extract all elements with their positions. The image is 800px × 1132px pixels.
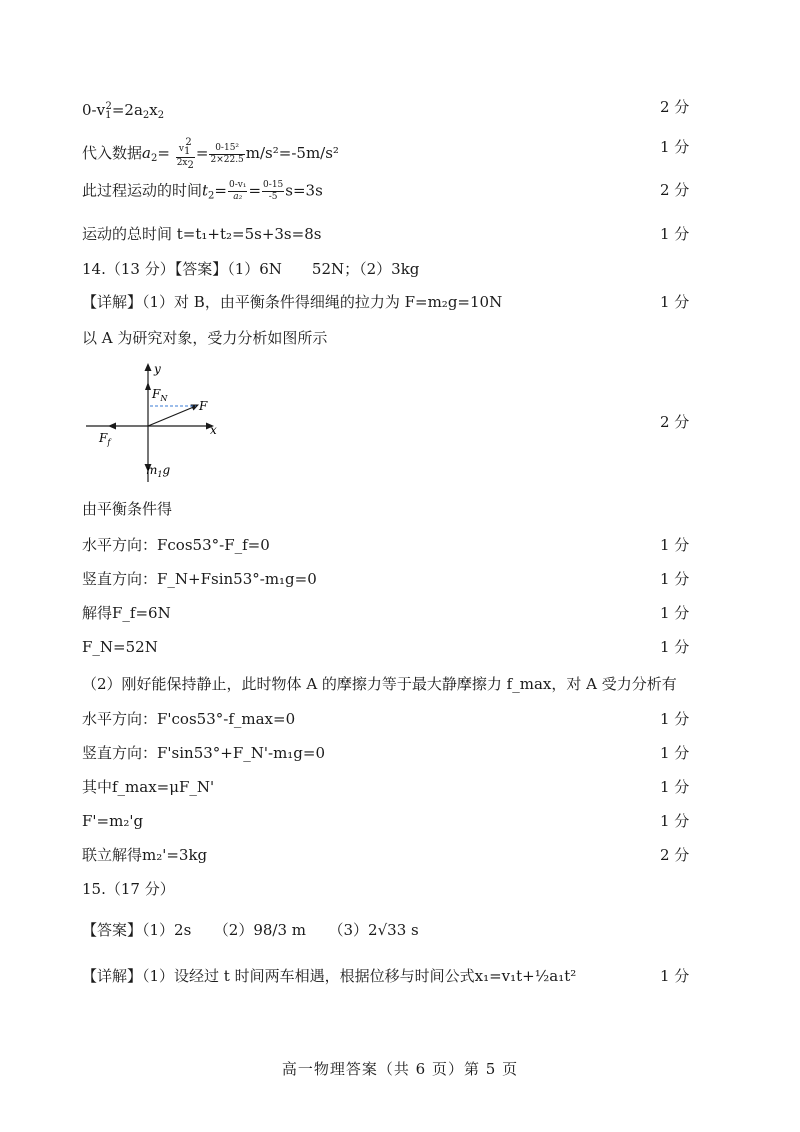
text-line: 其中f_max=μF_N' — [82, 778, 215, 796]
text-line: 运动的总时间 t=t₁+t₂=5s+3s=8s — [82, 225, 322, 243]
score: 1 分 — [660, 293, 690, 311]
score: 1 分 — [660, 536, 690, 554]
force-f-label: F — [199, 399, 208, 413]
score: 1 分 — [660, 138, 690, 156]
text-line: 水平方向：Fcos53°-F_f=0 — [82, 536, 270, 554]
text-line: 【详解】（1）对 B，由平衡条件得细绳的拉力为 F=m₂g=10N — [82, 293, 503, 311]
page-footer: 高一物理答案（共 6 页）第 5 页 — [281, 1060, 519, 1078]
text-line: （2）刚好能保持静止，此时物体 A 的摩擦力等于最大静摩擦力 f_max，对 A 受力分析有 — [82, 675, 677, 693]
score: 1 分 — [660, 604, 690, 622]
text-line: 由平衡条件得 — [82, 500, 173, 518]
equation-line: 代入数据$a_2=$ $\frac{v_1^2}{2x_2}$ = $\frac{\text{0-15²}}{2\times 22.5}$ m/s²=-5m/s² — [82, 137, 339, 171]
score: 1 分 — [660, 570, 690, 588]
text-line: 竖直方向：F'sin53°+F_N'-m₁g=0 — [82, 744, 326, 762]
answer-heading: 14.（13 分）【答案】（1）6N 52N；（2）3kg — [82, 260, 420, 278]
force-diagram — [86, 360, 226, 488]
text-line: 联立解得m₂'=3kg — [82, 846, 208, 864]
text-line: 水平方向：F'cos53°-f_max=0 — [82, 710, 296, 728]
text-line: 【详解】（1）设经过 t 时间两车相遇，根据位移与时间公式x₁=v₁t+½a₁t² — [82, 967, 577, 985]
score: 2 分 — [660, 413, 690, 431]
text-line: F'=m₂'g — [82, 812, 144, 830]
equation-line: 此过程运动的时间$t_2=$ $\frac{\text{0-v₁}}{\text{a₂}}$ = $\frac{0-15}{-5}$ s=3s — [82, 180, 323, 202]
score: 1 分 — [660, 812, 690, 830]
score: 2 分 — [660, 98, 690, 116]
question-heading: 15.（17 分） — [82, 880, 175, 898]
text-line: 以 A 为研究对象，受力分析如图所示 — [82, 329, 328, 347]
score: 2 分 — [660, 181, 690, 199]
y-axis-label: y — [154, 362, 161, 376]
score: 1 分 — [660, 744, 690, 762]
force-ff-label: $F_f$ — [99, 431, 111, 447]
text-line: F_N=52N — [82, 638, 158, 656]
answer-heading: 【答案】（1）2s （2）98/3 m （3）2√33 s — [82, 921, 419, 939]
text-line: 竖直方向：F_N+Fsin53°-m₁g=0 — [82, 570, 317, 588]
score: 1 分 — [660, 638, 690, 656]
score: 2 分 — [660, 846, 690, 864]
equation-line: $0-v_1^2=2a_2x_2$ — [82, 101, 165, 121]
x-axis-label: x — [210, 423, 217, 437]
force-fn-label: $F_N$ — [152, 387, 168, 403]
score: 1 分 — [660, 225, 690, 243]
force-m1g-label: $m_1g$ — [146, 463, 171, 479]
text-line: 解得F_f=6N — [82, 604, 171, 622]
score: 1 分 — [660, 967, 690, 985]
score: 1 分 — [660, 778, 690, 796]
score: 1 分 — [660, 710, 690, 728]
